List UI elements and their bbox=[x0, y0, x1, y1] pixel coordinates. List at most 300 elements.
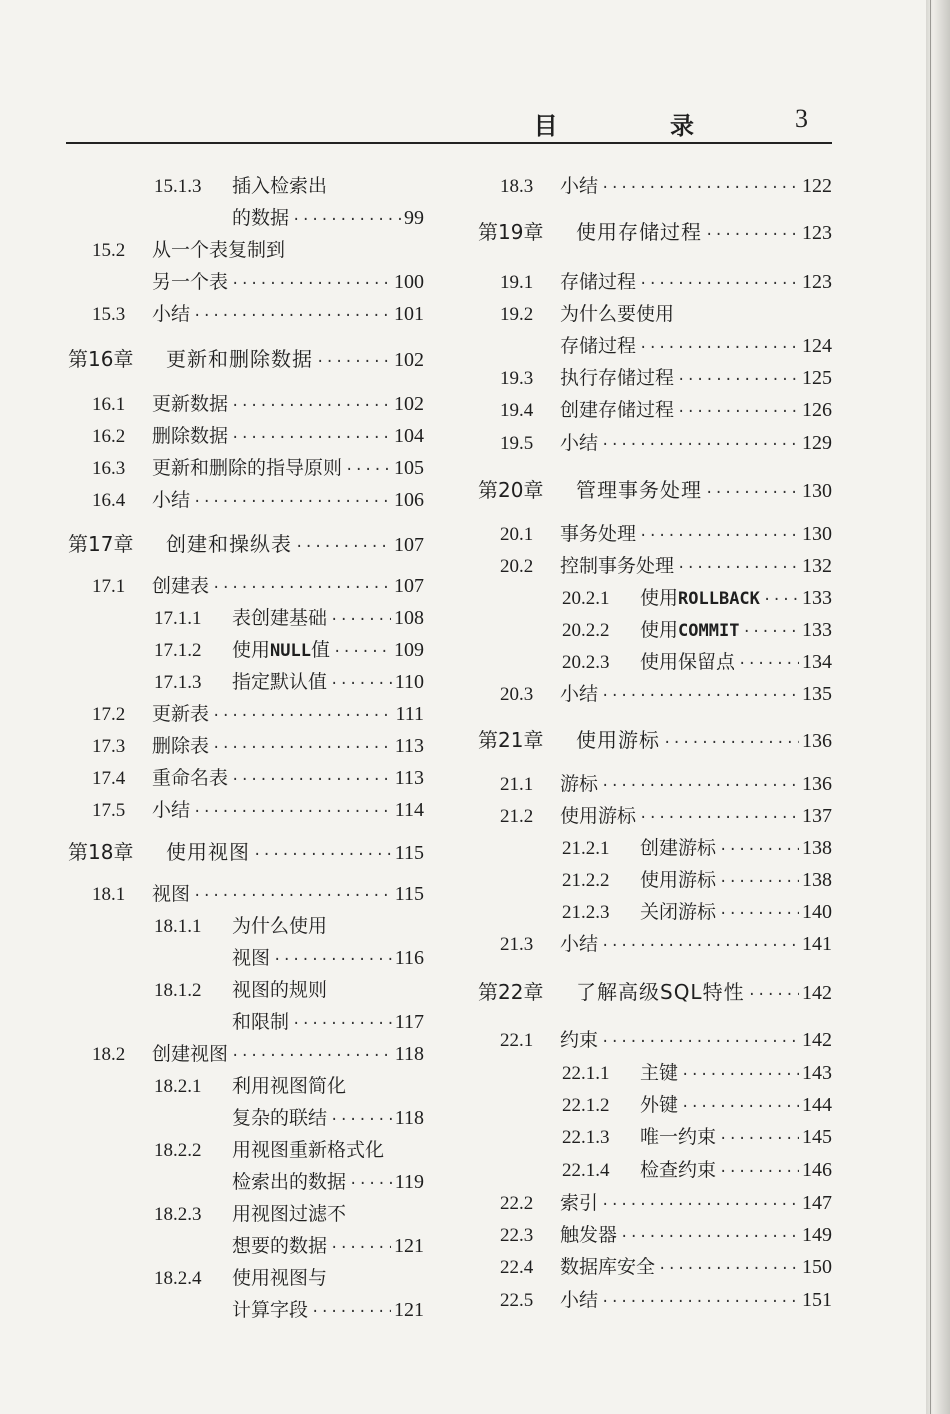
toc-entry[interactable] bbox=[562, 896, 832, 928]
entry-number: 22.1.1 bbox=[562, 1063, 610, 1084]
entry-page: 149 bbox=[802, 1224, 832, 1246]
dot-leader bbox=[677, 552, 799, 584]
entry-title: 想要的数据 bbox=[232, 1235, 328, 1257]
chapter-title: 管理事务处理 bbox=[576, 478, 702, 502]
chapter-page: 107 bbox=[394, 534, 424, 556]
toc-entry[interactable] bbox=[500, 394, 832, 426]
entry-number: 16.1 bbox=[92, 394, 126, 415]
dot-leader bbox=[738, 648, 799, 680]
dot-leader bbox=[330, 668, 392, 700]
dot-leader bbox=[231, 764, 392, 796]
toc-chapter[interactable] bbox=[68, 836, 424, 868]
toc-entry-cont[interactable] bbox=[232, 1166, 424, 1198]
entry-title: 删除表 bbox=[152, 735, 210, 757]
toc-entry[interactable] bbox=[562, 614, 832, 646]
toc-entry[interactable] bbox=[500, 427, 832, 459]
entry-page: 121 bbox=[394, 1299, 424, 1321]
entry-title: 数据库安全 bbox=[560, 1256, 656, 1278]
dot-leader bbox=[719, 866, 799, 898]
toc-entry[interactable] bbox=[154, 910, 424, 942]
chapter-page: 123 bbox=[802, 222, 832, 244]
toc-entry-cont[interactable] bbox=[232, 942, 424, 974]
toc-entry[interactable] bbox=[500, 550, 832, 582]
entry-title: 小结 bbox=[152, 799, 191, 821]
toc-entry[interactable] bbox=[154, 1262, 424, 1294]
entry-number: 15.1.3 bbox=[154, 176, 202, 197]
entry-title: 小结 bbox=[560, 175, 599, 197]
entry-title: 更新和删除的指导原则 bbox=[152, 457, 343, 479]
page-edge bbox=[926, 0, 950, 1414]
entry-page: 137 bbox=[802, 805, 832, 827]
entry-number: 18.2 bbox=[92, 1044, 126, 1065]
toc-entry[interactable] bbox=[92, 420, 424, 452]
dot-leader bbox=[719, 1156, 799, 1188]
toc-entry-cont[interactable] bbox=[232, 1102, 424, 1134]
entry-title: 使用 bbox=[640, 587, 679, 609]
entry-page: 105 bbox=[394, 457, 424, 479]
chapter-number: 第18章 bbox=[68, 840, 134, 864]
toc-entry[interactable] bbox=[562, 1089, 832, 1121]
toc-entry[interactable] bbox=[154, 974, 424, 1006]
entry-page: 118 bbox=[394, 1107, 424, 1129]
entry-title: 小结 bbox=[560, 683, 599, 705]
entry-page: 150 bbox=[802, 1256, 832, 1278]
dot-leader bbox=[601, 1026, 799, 1058]
entry-title: 游标 bbox=[560, 773, 599, 795]
entry-page: 117 bbox=[394, 1011, 424, 1033]
entry-number: 21.2 bbox=[500, 806, 534, 827]
chapter-page: 130 bbox=[802, 480, 832, 502]
entry-page: 109 bbox=[394, 639, 424, 661]
dot-leader bbox=[349, 1168, 392, 1200]
toc-entry[interactable] bbox=[500, 678, 832, 710]
entry-title: 更新表 bbox=[152, 703, 210, 725]
entry-title: 表创建基础 bbox=[232, 607, 328, 629]
toc-entry[interactable] bbox=[154, 634, 424, 666]
entry-number: 20.2.3 bbox=[562, 652, 610, 673]
toc-chapter[interactable] bbox=[478, 724, 832, 756]
entry-page: 126 bbox=[802, 399, 832, 421]
entry-number: 22.1 bbox=[500, 1030, 534, 1051]
entry-number: 17.2 bbox=[92, 704, 126, 725]
toc-entry[interactable] bbox=[92, 698, 424, 730]
dot-leader bbox=[601, 680, 799, 712]
toc-entry-cont[interactable] bbox=[152, 266, 424, 298]
toc-entry[interactable] bbox=[500, 1219, 832, 1251]
entry-number: 18.2.3 bbox=[154, 1204, 202, 1225]
dot-leader bbox=[295, 531, 391, 563]
dot-leader bbox=[212, 572, 391, 604]
chapter-title: 创建和操纵表 bbox=[166, 532, 292, 556]
entry-number: 20.2 bbox=[500, 556, 534, 577]
entry-page: 123 bbox=[802, 271, 832, 293]
entry-page: 100 bbox=[394, 271, 424, 293]
toc-entry[interactable] bbox=[154, 170, 424, 202]
entry-title: 执行存储过程 bbox=[560, 367, 675, 389]
dot-leader bbox=[330, 604, 391, 636]
entry-page: 101 bbox=[394, 303, 424, 325]
toc-entry[interactable] bbox=[92, 794, 424, 826]
dot-leader bbox=[601, 1189, 799, 1221]
entry-number: 17.4 bbox=[92, 768, 126, 789]
entry-title: 用视图过滤不 bbox=[232, 1203, 347, 1225]
toc-entry[interactable] bbox=[92, 388, 424, 420]
toc-entry[interactable] bbox=[562, 864, 832, 896]
entry-title: 更新数据 bbox=[152, 393, 229, 415]
dot-leader bbox=[681, 1059, 799, 1091]
entry-number: 19.5 bbox=[500, 433, 534, 454]
dot-leader bbox=[705, 477, 799, 509]
entry-number: 22.1.4 bbox=[562, 1160, 610, 1181]
dot-leader bbox=[330, 1232, 391, 1264]
entry-page: 107 bbox=[394, 575, 424, 597]
toc-entry[interactable] bbox=[562, 1057, 832, 1089]
dot-leader bbox=[231, 422, 391, 454]
chapter-page: 142 bbox=[802, 982, 832, 1004]
entry-page: 135 bbox=[802, 683, 832, 705]
entry-title: 创建存储过程 bbox=[560, 399, 675, 421]
dot-leader bbox=[601, 172, 799, 204]
entry-title: 用视图重新格式化 bbox=[232, 1139, 385, 1161]
dot-leader bbox=[193, 300, 391, 332]
dot-leader bbox=[639, 268, 799, 300]
entry-page: 151 bbox=[802, 1289, 832, 1311]
dot-leader bbox=[231, 268, 391, 300]
dot-leader bbox=[231, 1040, 392, 1072]
entry-page: 113 bbox=[394, 735, 424, 757]
entry-title: 复杂的联结 bbox=[232, 1107, 328, 1129]
toc-entry[interactable] bbox=[562, 832, 832, 864]
dot-leader bbox=[639, 332, 799, 364]
entry-title: 关闭游标 bbox=[640, 901, 717, 923]
chapter-title: 更新和删除数据 bbox=[166, 347, 313, 371]
entry-title: 检索出的数据 bbox=[232, 1171, 347, 1193]
toc-entry[interactable] bbox=[154, 666, 424, 698]
entry-title: 使用游标 bbox=[560, 805, 637, 827]
entry-page: 124 bbox=[802, 335, 832, 357]
entry-title: 存储过程 bbox=[560, 271, 637, 293]
chapter-title: 使用视图 bbox=[166, 840, 250, 864]
dot-leader bbox=[639, 520, 799, 552]
entry-number: 22.1.2 bbox=[562, 1095, 610, 1116]
entry-page: 145 bbox=[802, 1126, 832, 1148]
entry-page: 111 bbox=[395, 703, 424, 725]
entry-title: 的数据 bbox=[232, 207, 290, 229]
entry-title: 创建视图 bbox=[152, 1043, 229, 1065]
entry-page: 129 bbox=[802, 432, 832, 454]
toc-entry[interactable] bbox=[562, 582, 832, 614]
entry-number: 22.3 bbox=[500, 1225, 534, 1246]
entry-number: 22.2 bbox=[500, 1193, 534, 1214]
dot-leader bbox=[663, 727, 799, 759]
entry-number: 18.1 bbox=[92, 884, 126, 905]
entry-title: 从一个表复制到 bbox=[152, 239, 286, 261]
entry-number: 17.1.3 bbox=[154, 672, 202, 693]
toc-entry[interactable] bbox=[500, 800, 832, 832]
entry-number: 21.1 bbox=[500, 774, 534, 795]
toc-entry[interactable] bbox=[92, 234, 424, 266]
entry-page: 138 bbox=[802, 837, 832, 859]
dot-leader bbox=[273, 944, 392, 976]
toc-entry[interactable] bbox=[562, 1154, 832, 1186]
toc-entry[interactable] bbox=[562, 1121, 832, 1153]
dot-leader bbox=[719, 898, 799, 930]
entry-title: 索引 bbox=[560, 1192, 599, 1214]
entry-page: 110 bbox=[394, 671, 424, 693]
dot-leader bbox=[748, 979, 799, 1011]
toc-chapter[interactable] bbox=[478, 216, 832, 248]
entry-number: 16.3 bbox=[92, 458, 126, 479]
toc-entry-cont[interactable] bbox=[232, 1294, 424, 1326]
entry-number: 21.3 bbox=[500, 934, 534, 955]
chapter-number: 第21章 bbox=[478, 728, 544, 752]
entry-title: 视图 bbox=[232, 947, 271, 969]
dot-leader bbox=[333, 636, 391, 668]
entry-page: 146 bbox=[802, 1159, 832, 1181]
toc-entry[interactable] bbox=[500, 362, 832, 394]
chapter-number: 第17章 bbox=[68, 532, 134, 556]
entry-number: 15.3 bbox=[92, 304, 126, 325]
entry-title: 唯一约束 bbox=[640, 1126, 717, 1148]
entry-page: 144 bbox=[802, 1094, 832, 1116]
toc-chapter[interactable] bbox=[478, 474, 832, 506]
entry-page: 136 bbox=[802, 773, 832, 795]
entry-page: 138 bbox=[802, 869, 832, 891]
entry-title: 小结 bbox=[560, 1289, 599, 1311]
entry-number: 17.5 bbox=[92, 800, 126, 821]
entry-title: 小结 bbox=[152, 303, 191, 325]
toc-entry[interactable] bbox=[500, 518, 832, 550]
entry-title: 控制事务处理 bbox=[560, 555, 675, 577]
dot-leader bbox=[705, 219, 799, 251]
entry-title: 创建表 bbox=[152, 575, 210, 597]
dot-leader bbox=[253, 839, 392, 871]
toc-entry[interactable] bbox=[92, 730, 424, 762]
chapter-page: 102 bbox=[394, 349, 424, 371]
chapter-number: 第22章 bbox=[478, 980, 544, 1004]
toc-entry[interactable] bbox=[500, 1284, 832, 1316]
entry-title: 小结 bbox=[560, 432, 599, 454]
dot-leader bbox=[681, 1091, 799, 1123]
entry-page: 106 bbox=[394, 489, 424, 511]
dot-leader bbox=[311, 1296, 391, 1328]
toc-entry[interactable] bbox=[154, 1134, 424, 1166]
entry-title: 值 bbox=[310, 639, 330, 661]
entry-title: 另一个表 bbox=[152, 271, 229, 293]
entry-number: 18.2.4 bbox=[154, 1268, 202, 1289]
entry-title: 为什么要使用 bbox=[560, 303, 675, 325]
entry-title: 约束 bbox=[560, 1029, 599, 1051]
toc-entry[interactable] bbox=[92, 484, 424, 516]
entry-number: 20.2.1 bbox=[562, 588, 610, 609]
entry-number: 17.1.2 bbox=[154, 640, 202, 661]
entry-page: 130 bbox=[802, 523, 832, 545]
dot-leader bbox=[193, 796, 392, 828]
toc-entry[interactable] bbox=[92, 452, 424, 484]
entry-number: 21.2.3 bbox=[562, 902, 610, 923]
toc-entry[interactable] bbox=[500, 266, 832, 298]
entry-number: 22.1.3 bbox=[562, 1127, 610, 1148]
entry-number: 19.1 bbox=[500, 272, 534, 293]
entry-title: 存储过程 bbox=[560, 335, 637, 357]
entry-page: 116 bbox=[394, 947, 424, 969]
toc-entry[interactable] bbox=[154, 602, 424, 634]
dot-leader bbox=[330, 1104, 392, 1136]
entry-title-code: NULL bbox=[270, 641, 311, 661]
entry-number: 18.1.1 bbox=[154, 916, 202, 937]
chapter-number: 第20章 bbox=[478, 478, 544, 502]
chapter-title: 使用存储过程 bbox=[576, 220, 702, 244]
toc-chapter[interactable] bbox=[68, 343, 424, 375]
toc-entry[interactable] bbox=[92, 570, 424, 602]
toc-entry-cont[interactable] bbox=[232, 202, 424, 234]
entry-page: 122 bbox=[802, 175, 832, 197]
dot-leader bbox=[620, 1221, 799, 1253]
toc-entry[interactable] bbox=[500, 1024, 832, 1056]
toc-entry-cont[interactable] bbox=[560, 330, 832, 362]
chapter-page: 136 bbox=[802, 730, 832, 752]
toc-entry[interactable] bbox=[500, 170, 832, 202]
entry-title: 重命名表 bbox=[152, 767, 229, 789]
entry-title: 主键 bbox=[640, 1062, 679, 1084]
toc-entry[interactable] bbox=[500, 768, 832, 800]
entry-page: 119 bbox=[394, 1171, 424, 1193]
dot-leader bbox=[212, 732, 392, 764]
toc-entry[interactable] bbox=[500, 1251, 832, 1283]
dot-leader bbox=[292, 204, 401, 236]
chapter-number: 第19章 bbox=[478, 220, 544, 244]
entry-title: 事务处理 bbox=[560, 523, 637, 545]
entry-page: 133 bbox=[802, 587, 832, 609]
toc-entry[interactable] bbox=[500, 298, 832, 330]
dot-leader bbox=[763, 584, 799, 616]
entry-title: 检查约束 bbox=[640, 1159, 717, 1181]
dot-leader bbox=[193, 880, 392, 912]
entry-number: 18.2.2 bbox=[154, 1140, 202, 1161]
toc-entry[interactable] bbox=[154, 1070, 424, 1102]
toc-entry[interactable] bbox=[500, 1187, 832, 1219]
dot-leader bbox=[292, 1008, 392, 1040]
entry-number: 18.3 bbox=[500, 176, 534, 197]
entry-title: 利用视图简化 bbox=[232, 1075, 347, 1097]
dot-leader bbox=[231, 390, 391, 422]
dot-leader bbox=[212, 700, 392, 732]
entry-title: 指定默认值 bbox=[232, 671, 328, 693]
entry-title: 使用 bbox=[232, 639, 271, 661]
entry-page: 147 bbox=[802, 1192, 832, 1214]
entry-page: 115 bbox=[394, 883, 424, 905]
entry-title: 使用视图与 bbox=[232, 1267, 328, 1289]
entry-page: 99 bbox=[404, 207, 424, 229]
toc-chapter[interactable] bbox=[68, 528, 424, 560]
toc-entry-cont[interactable] bbox=[232, 1006, 424, 1038]
entry-number: 22.4 bbox=[500, 1257, 534, 1278]
dot-leader bbox=[601, 429, 799, 461]
dot-leader bbox=[719, 834, 799, 866]
dot-leader bbox=[601, 1286, 799, 1318]
entry-page: 134 bbox=[802, 651, 832, 673]
entry-title: 和限制 bbox=[232, 1011, 290, 1033]
dot-leader bbox=[677, 364, 799, 396]
entry-title: 删除数据 bbox=[152, 425, 229, 447]
entry-page: 102 bbox=[394, 393, 424, 415]
entry-page: 140 bbox=[802, 901, 832, 923]
header-page-number: 3 bbox=[795, 104, 808, 133]
entry-title: 创建游标 bbox=[640, 837, 717, 859]
dot-leader bbox=[677, 396, 799, 428]
entry-title: 为什么使用 bbox=[232, 915, 328, 937]
entry-number: 19.2 bbox=[500, 304, 534, 325]
entry-page: 125 bbox=[802, 367, 832, 389]
entry-number: 15.2 bbox=[92, 240, 126, 261]
toc-entry[interactable] bbox=[92, 762, 424, 794]
chapter-title: 了解高级SQL特性 bbox=[576, 980, 745, 1004]
dot-leader bbox=[345, 454, 391, 486]
toc-entry[interactable] bbox=[92, 298, 424, 330]
dot-leader bbox=[742, 616, 799, 648]
entry-page: 108 bbox=[394, 607, 424, 629]
entry-number: 18.1.2 bbox=[154, 980, 202, 1001]
entry-number: 20.3 bbox=[500, 684, 534, 705]
entry-page: 143 bbox=[802, 1062, 832, 1084]
entry-number: 18.2.1 bbox=[154, 1076, 202, 1097]
entry-title-code: ROLLBACK bbox=[678, 589, 760, 609]
entry-title: 外键 bbox=[640, 1094, 679, 1116]
entry-number: 17.1 bbox=[92, 576, 126, 597]
toc-entry[interactable] bbox=[500, 928, 832, 960]
entry-page: 113 bbox=[394, 767, 424, 789]
entry-title: 视图的规则 bbox=[232, 979, 328, 1001]
entry-title-code: COMMIT bbox=[678, 621, 740, 641]
dot-leader bbox=[601, 770, 799, 802]
entry-number: 20.2.2 bbox=[562, 620, 610, 641]
toc-entry[interactable] bbox=[92, 1038, 424, 1070]
dot-leader bbox=[193, 486, 391, 518]
entry-title: 视图 bbox=[152, 883, 191, 905]
chapter-page: 115 bbox=[394, 842, 424, 864]
toc-entry-cont[interactable] bbox=[232, 1230, 424, 1262]
toc-entry[interactable] bbox=[154, 1198, 424, 1230]
entry-page: 121 bbox=[394, 1235, 424, 1257]
entry-title: 计算字段 bbox=[232, 1299, 309, 1321]
entry-title: 使用游标 bbox=[640, 869, 717, 891]
toc-entry[interactable] bbox=[92, 878, 424, 910]
entry-title: 小结 bbox=[152, 489, 191, 511]
entry-number: 19.3 bbox=[500, 368, 534, 389]
entry-number: 16.4 bbox=[92, 490, 126, 511]
toc-chapter[interactable] bbox=[478, 976, 832, 1008]
chapter-number: 第16章 bbox=[68, 347, 134, 371]
entry-number: 16.2 bbox=[92, 426, 126, 447]
entry-number: 17.3 bbox=[92, 736, 126, 757]
entry-title: 使用 bbox=[640, 619, 679, 641]
entry-number: 21.2.1 bbox=[562, 838, 610, 859]
entry-title: 使用保留点 bbox=[640, 651, 736, 673]
entry-page: 133 bbox=[802, 619, 832, 641]
entry-page: 142 bbox=[802, 1029, 832, 1051]
entry-title: 插入检索出 bbox=[232, 175, 328, 197]
dot-leader bbox=[658, 1253, 799, 1285]
entry-title: 小结 bbox=[560, 933, 599, 955]
toc-entry[interactable] bbox=[562, 646, 832, 678]
dot-leader bbox=[639, 802, 799, 834]
entry-page: 114 bbox=[394, 799, 424, 821]
running-header bbox=[66, 106, 832, 144]
header-title: 目 录 bbox=[533, 112, 746, 140]
entry-number: 20.1 bbox=[500, 524, 534, 545]
entry-page: 104 bbox=[394, 425, 424, 447]
chapter-title: 使用游标 bbox=[576, 728, 660, 752]
